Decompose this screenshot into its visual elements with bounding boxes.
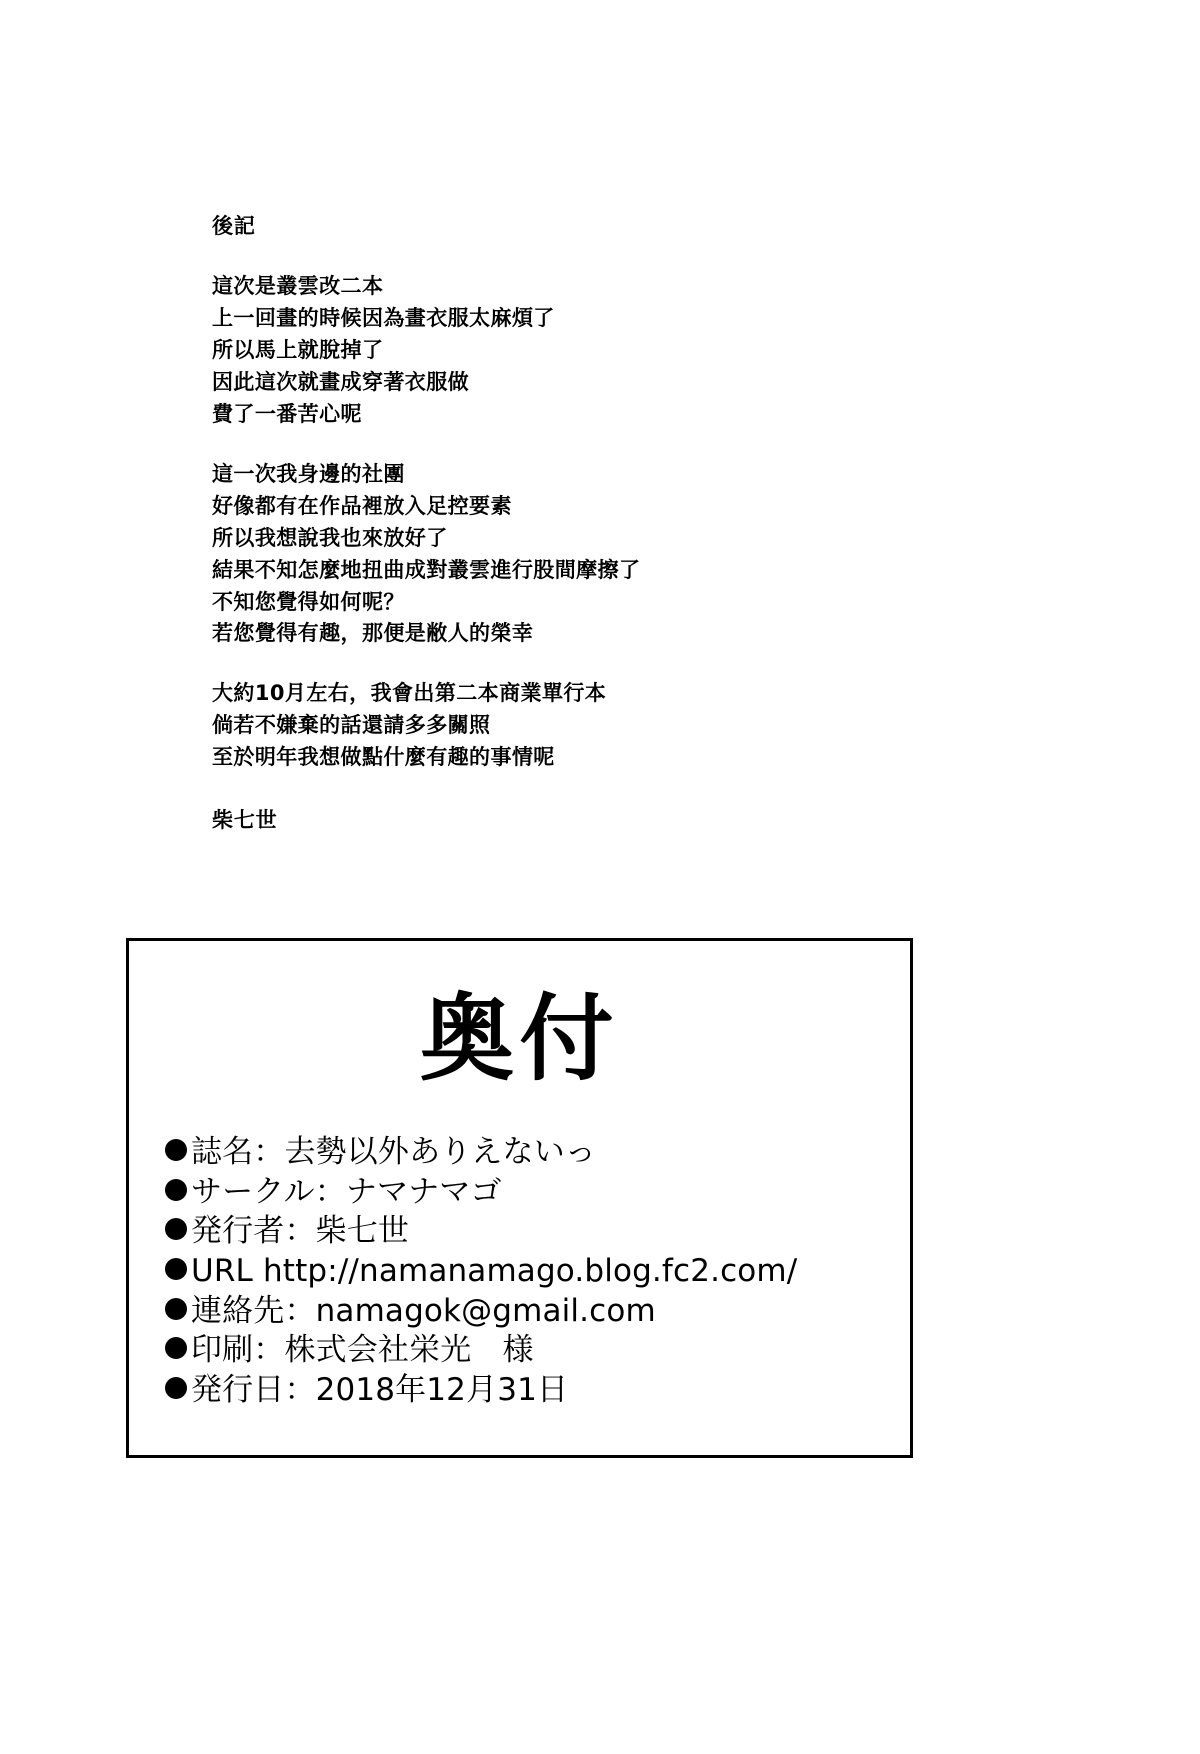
afterword-paragraph: [212, 459, 972, 650]
filled-circle-bullet-icon: [165, 1377, 187, 1399]
colophon-list: [129, 1133, 910, 1411]
afterword-line: 上一回畫的時候因為畫衣服太麻煩了: [212, 306, 555, 331]
colophon-item-contact[interactable]: [165, 1292, 910, 1332]
afterword-line: 好像都有在作品裡放入足控要素: [212, 493, 512, 518]
colophon-item-text: 発行日：2018年12月31日: [191, 1372, 569, 1409]
colophon-box: [126, 938, 913, 1458]
colophon-item-text: 印刷：株式会社栄光 様: [191, 1332, 534, 1369]
afterword-line: 結果不知怎麼地扭曲成對叢雲進行股間摩擦了: [212, 557, 641, 582]
filled-circle-bullet-icon: [165, 1258, 187, 1280]
afterword-line: 這次是叢雲改二本: [212, 274, 384, 299]
colophon-item-text: 誌名：去勢以外ありえないっ: [191, 1134, 597, 1170]
colophon-item-circle: [165, 1173, 910, 1213]
afterword-line: 所以馬上就脫掉了: [212, 338, 384, 363]
filled-circle-bullet-icon: [165, 1337, 187, 1359]
colophon-item-text: 発行者：柴七世: [191, 1213, 410, 1250]
afterword-section: [212, 212, 972, 834]
colophon-title: 奥付: [419, 985, 620, 1094]
colophon-item-title: [165, 1133, 910, 1173]
colophon-item-date: [165, 1371, 910, 1411]
afterword-line: 不知您覺得如何呢？: [212, 589, 405, 614]
filled-circle-bullet-icon: [165, 1218, 187, 1240]
afterword-line: 所以我想說我也來放好了: [212, 525, 448, 550]
afterword-line: 至於明年我想做點什麼有趣的事情呢: [212, 745, 555, 770]
filled-circle-bullet-icon: [165, 1298, 187, 1320]
afterword-line: 大約10月左右，我會出第二本商業單行本: [212, 681, 607, 706]
filled-circle-bullet-icon: [165, 1179, 187, 1201]
afterword-line: 因此這次就畫成穿著衣服做: [212, 370, 470, 395]
afterword-line: 若您覺得有趣，那便是敝人的榮幸: [212, 621, 534, 646]
afterword-paragraph: [212, 678, 972, 774]
colophon-item-url[interactable]: [165, 1252, 910, 1292]
colophon-item-text[interactable]: 連絡先：namagok@gmail.com: [191, 1292, 656, 1329]
afterword-line: 費了一番苦心呢: [212, 402, 362, 427]
colophon-item-printer: [165, 1331, 910, 1371]
afterword-heading: 後記: [212, 214, 256, 238]
colophon-item-publisher: [165, 1212, 910, 1252]
afterword-line: 這一次我身邊的社團: [212, 461, 405, 486]
afterword-line: 倘若不嫌棄的話還請多多關照: [212, 713, 491, 738]
colophon-item-text[interactable]: URL http://namanamago.blog.fc2.com/: [191, 1253, 798, 1290]
colophon-item-text: サークル：ナマナマゴ: [191, 1173, 502, 1210]
afterword-paragraph: [212, 271, 972, 431]
author-signature: 柴七世: [212, 808, 278, 833]
filled-circle-bullet-icon: [165, 1139, 187, 1161]
